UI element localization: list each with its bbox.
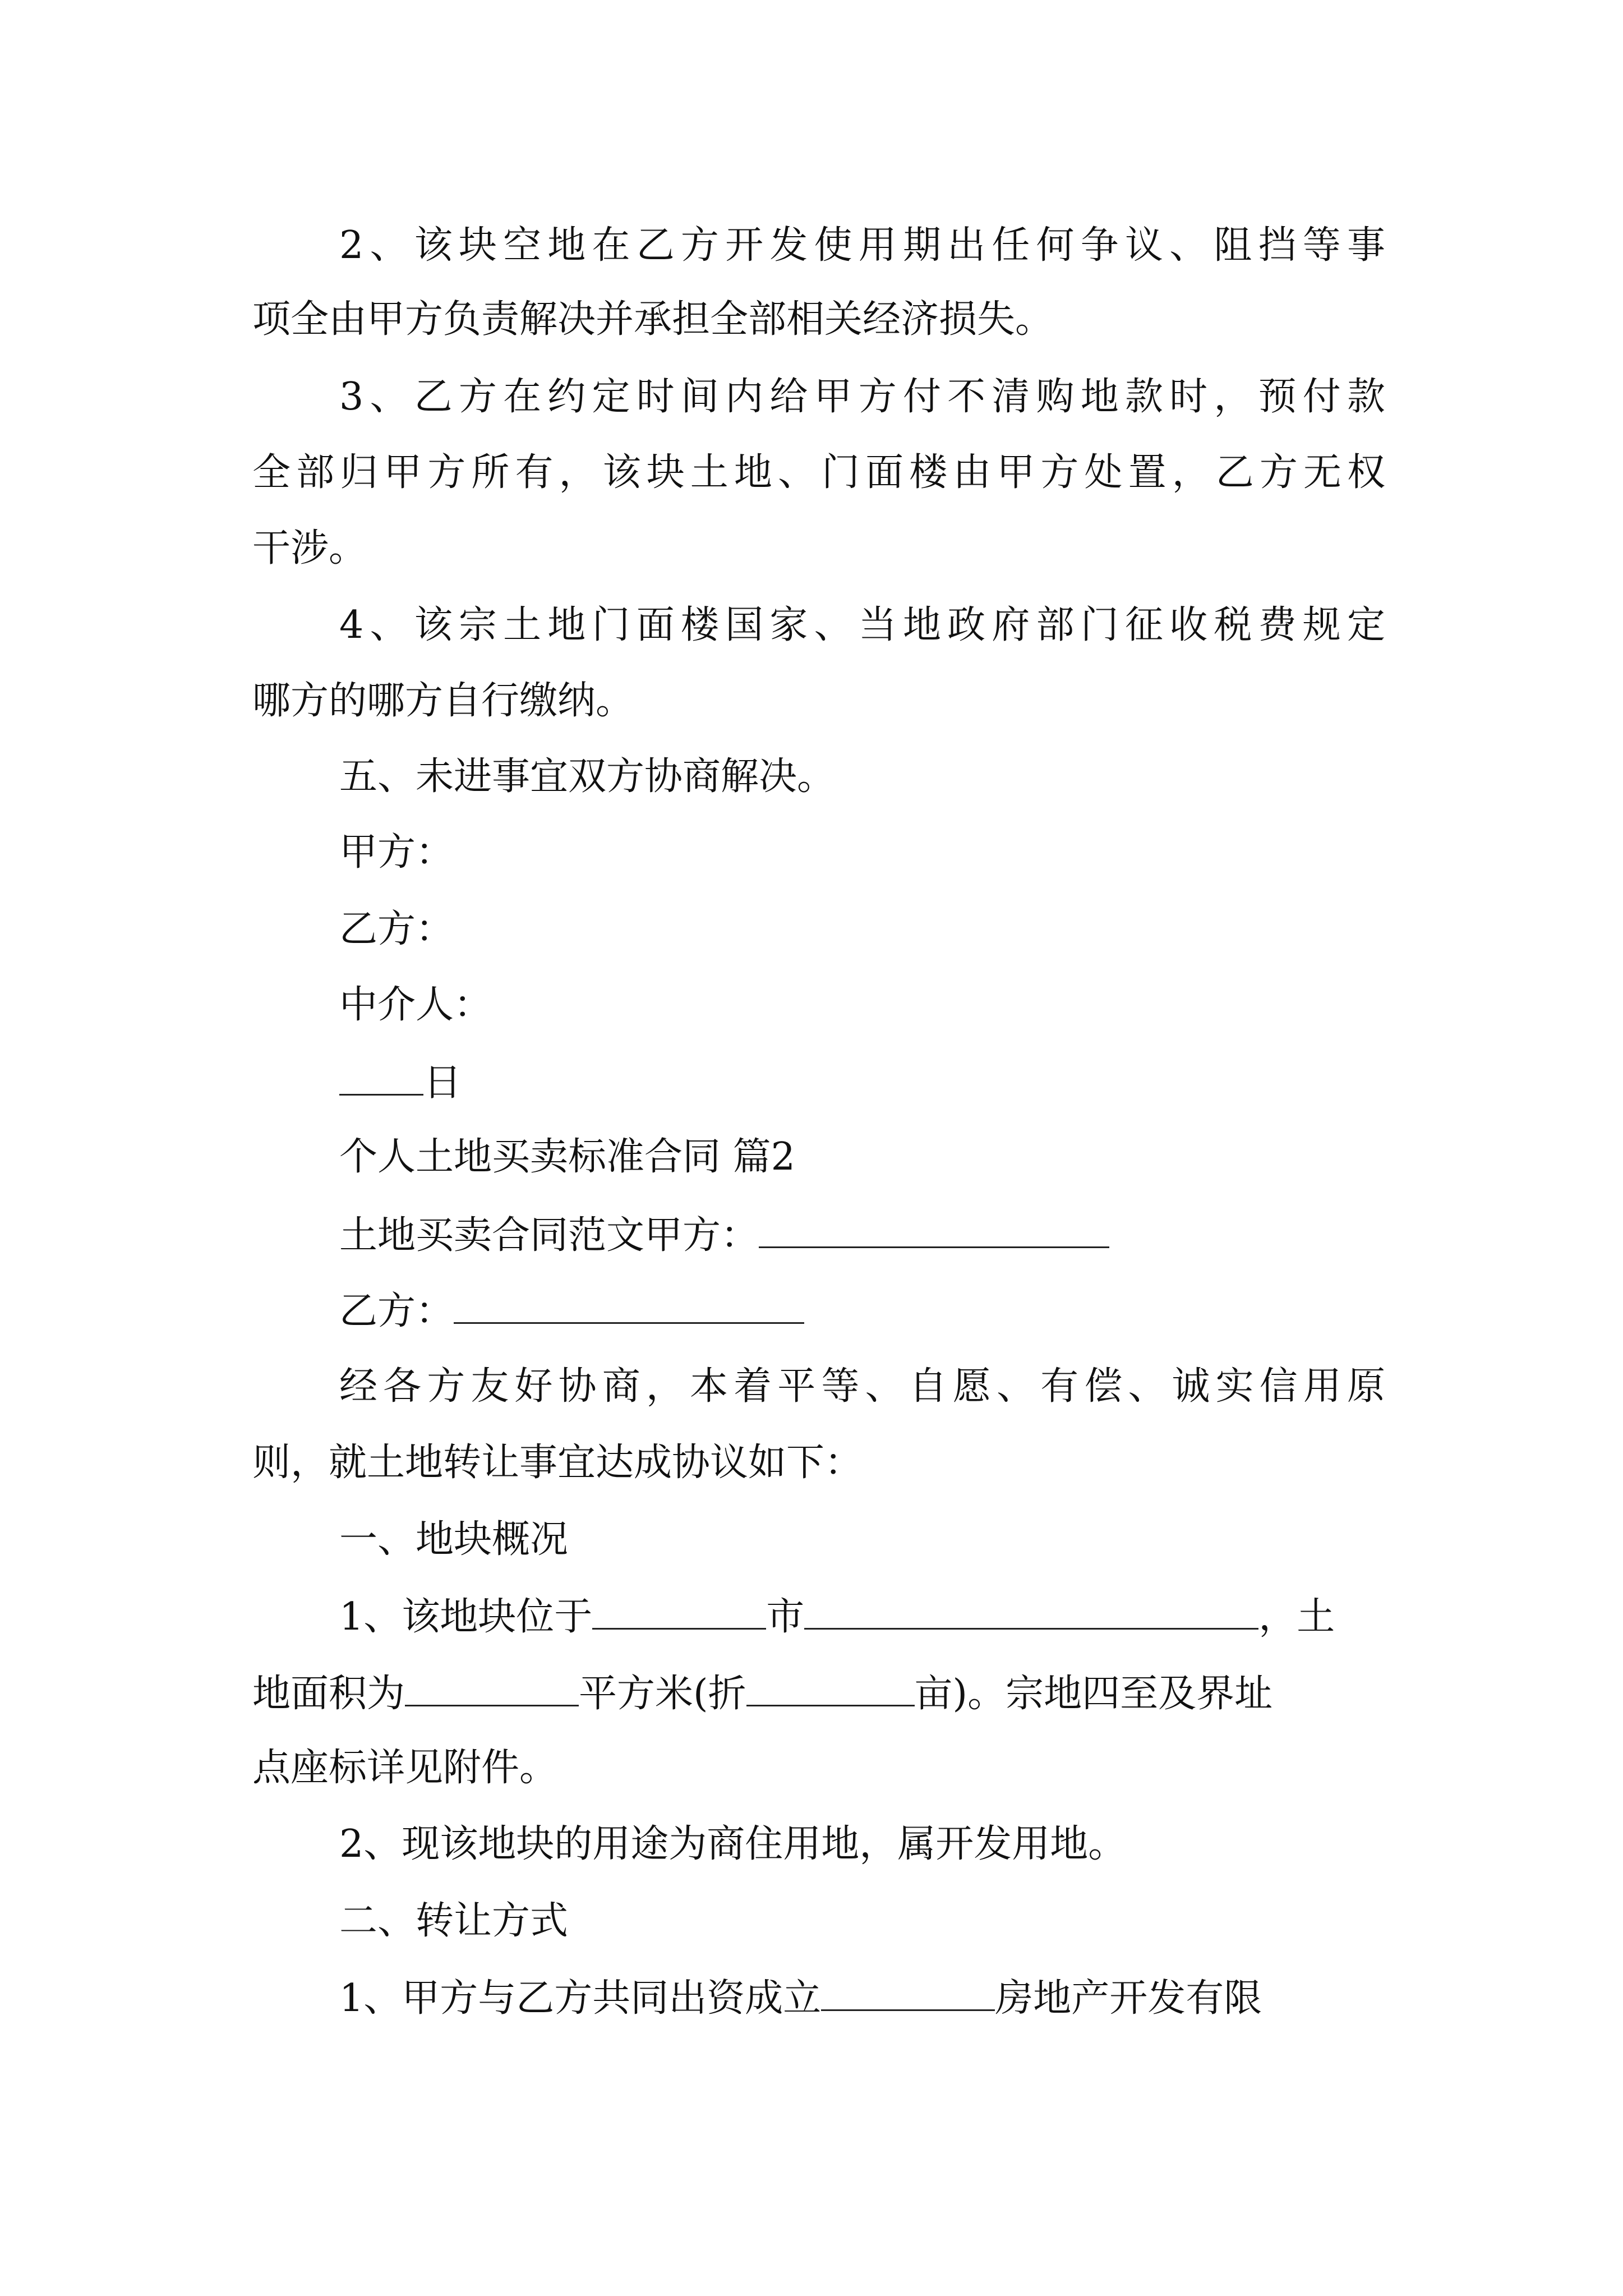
- party-a-line: [339, 1212, 1109, 1258]
- blank-field: [821, 1975, 995, 2011]
- paragraph-line: 3、乙方在约定时间内给甲方付不清购地款时，预付款: [339, 375, 1385, 419]
- text-segment: 房地产开发有限: [995, 1976, 1262, 2021]
- party-a-contract-label: 土地买卖合同范文甲方：: [339, 1213, 759, 1258]
- paragraph-line: [339, 1975, 1262, 2021]
- paragraph-line: [252, 1670, 1272, 1717]
- section-heading: 一、地块概况: [339, 1517, 569, 1562]
- paragraph-line: 点座标详见附件。: [252, 1746, 558, 1790]
- text-segment: 市: [766, 1595, 805, 1639]
- text-segment: 地面积为: [252, 1672, 405, 1716]
- section-title: 个人土地买卖标准合同 篇2: [339, 1135, 795, 1179]
- blank-field: [759, 1212, 1109, 1248]
- paragraph-line: 经各方友好协商，本着平等、自愿、有偿、诚实信用原: [339, 1364, 1385, 1409]
- paragraph-line: 则，就土地转让事宜达成协议如下：: [252, 1441, 863, 1485]
- blank-field: [339, 1059, 423, 1096]
- paragraph-line: 4、该宗土地门面楼国家、当地政府部门征收税费规定: [339, 603, 1385, 647]
- paragraph-line: [339, 1593, 1335, 1640]
- paragraph-line: 2、现该地块的用途为商住用地，属开发用地。: [339, 1822, 1127, 1866]
- party-b-contract-label: 乙方：: [339, 1289, 454, 1333]
- text-segment: 1、该地块位于: [339, 1595, 593, 1639]
- blank-field: [804, 1593, 1258, 1630]
- party-a-label: 甲方：: [339, 830, 454, 875]
- text-segment: 亩)。宗地四至及界址: [914, 1672, 1273, 1716]
- intermediary-label: 中介人：: [339, 983, 492, 1027]
- paragraph-line: 全部归甲方所有，该块土地、门面楼由甲方处置，乙方无权: [252, 450, 1385, 495]
- party-b-line: [339, 1287, 804, 1334]
- date-line: [339, 1059, 462, 1106]
- party-b-label: 乙方：: [339, 907, 454, 951]
- paragraph-line: 哪方的哪方自行缴纳。: [252, 679, 634, 723]
- text-segment: 1、甲方与乙方共同出资成立: [339, 1976, 822, 2021]
- text-segment: 平方米(折: [579, 1672, 746, 1716]
- blank-field: [592, 1593, 766, 1630]
- blank-field: [454, 1287, 804, 1324]
- paragraph-line: 项全由甲方负责解决并承担全部相关经济损失。: [252, 297, 1054, 342]
- paragraph-line: 2、该块空地在乙方开发使用期出任何争议、阻挡等事: [339, 223, 1385, 268]
- text-segment: ，土: [1258, 1595, 1335, 1639]
- blank-field: [746, 1670, 915, 1706]
- day-label: 日: [423, 1061, 462, 1105]
- paragraph-line: 五、未进事宜双方协商解决。: [339, 754, 836, 799]
- paragraph-line: 干涉。: [252, 526, 367, 570]
- blank-field: [405, 1670, 579, 1706]
- section-heading: 二、转让方式: [339, 1899, 569, 1943]
